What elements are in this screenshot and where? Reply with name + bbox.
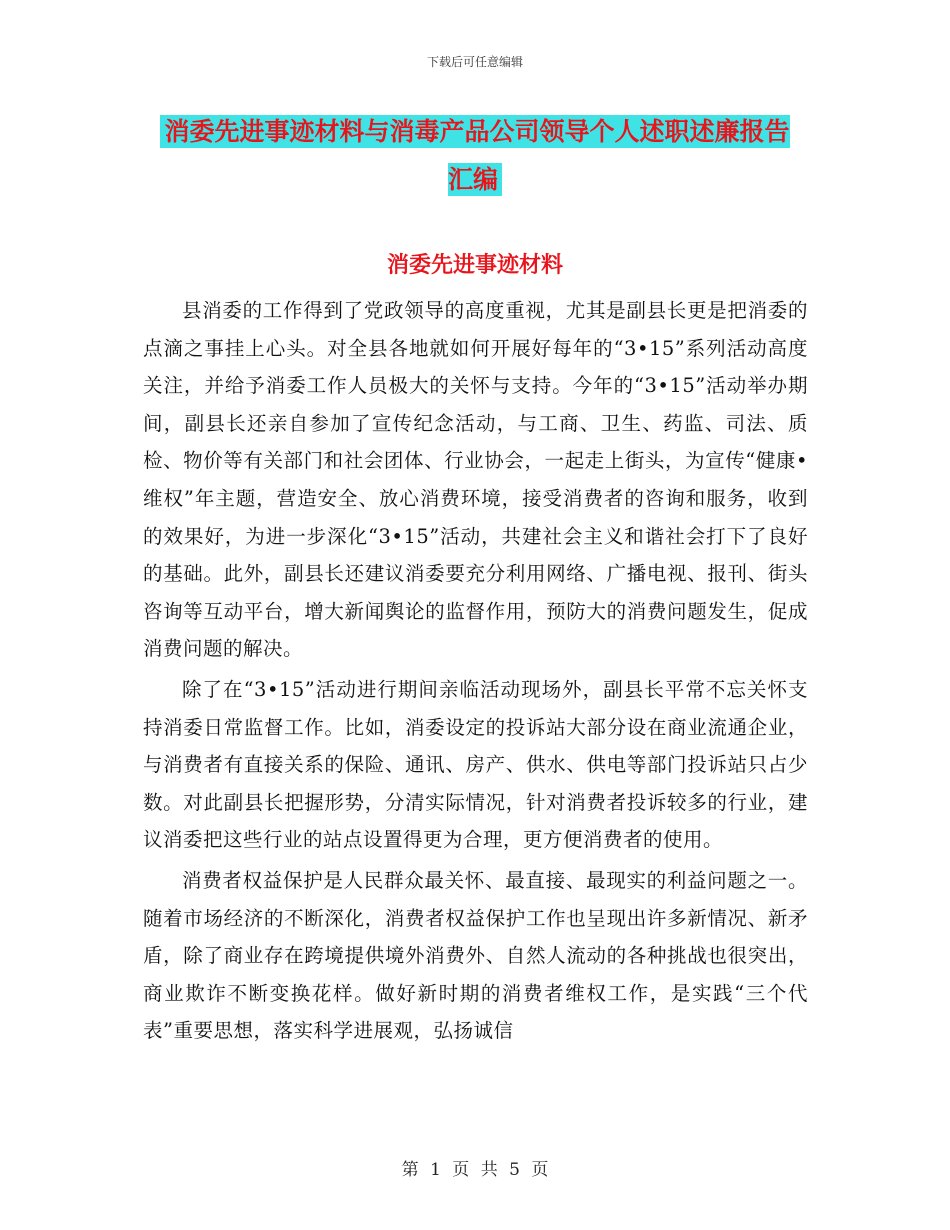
body-paragraph: 除了在“3•15”活动进行期间亲临活动现场外，副县长平常不忘关怀支持消委日常监督工作。比如，消委设定的投诉站大部分设在商业流通企业，与消费者有直接关系的保险、通讯、房产、供水、供电等部门投诉站只占少数。对此副县长把握形势，分清实际情况，针对消费者投诉较多的行业，建议消委把这些行业的站点设置得更为合理，更方便消费者的使用。 [143, 677, 808, 852]
document-title-text: 消委先进事迹材料与消毒产品公司领导个人述职述廉报告汇编 [160, 115, 789, 196]
body-paragraph: 消费者权益保护是人民群众最关怀、最直接、最现实的利益问题之一。随着市场经济的不断深化，消费者权益保护工作也呈现出许多新情况、新矛盾，除了商业存在跨境提供境外消费外、自然人流动的各种挑战也很突出，商业欺诈不断变换花样。做好新时期的消费者维权工作，是实践“三个代表”重要思想，落实科学进展观，弘扬诚信 [143, 868, 808, 1043]
page-footer: 第 1 页 共 5 页 [401, 1160, 549, 1180]
header-note: 下载后可任意编辑 [426, 55, 523, 69]
body-paragraph: 县消委的工作得到了党政领导的高度重视，尤其是副县长更是把消委的点滴之事挂上心头。对全县各地就如何开展好每年的“3•15”系列活动高度关注，并给予消委工作人员极大的关怀与支持。今年的“3•15”活动举办期间，副县长还亲自参加了宣传纪念活动，与工商、卫生、药监、司法、质检、物价等有关部门和社会团体、行业协会，一起走上街头，为宣传“健康•维权”年主题，营造安全、放心消费环境，接受消费者的咨询和服务，收到的效果好，为进一步深化“3•15”活动，共建社会主义和谐社会打下了良好的基础。此外，副县长还建议消委要充分利用网络、广播电视、报刊、街头咨询等互动平台，增大新闻舆论的监督作用，预防大的消费问题发生，促成消费问题的解决。 [143, 299, 808, 661]
document-title [150, 108, 800, 204]
document-body [143, 292, 808, 1053]
section-title: 消委先进事迹材料 [386, 253, 563, 278]
